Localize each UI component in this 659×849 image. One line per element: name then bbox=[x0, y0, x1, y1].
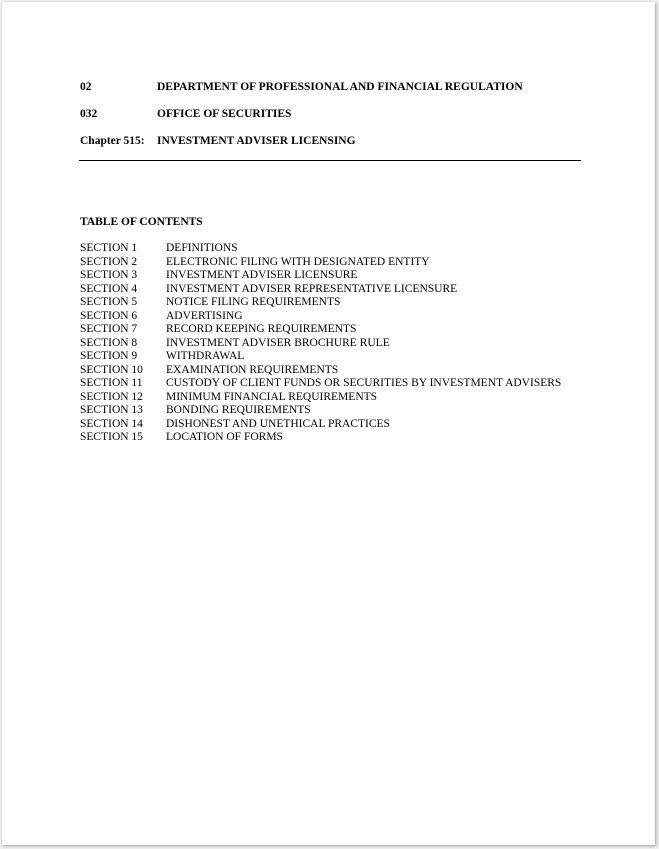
toc-item bbox=[80, 364, 561, 378]
toc-item bbox=[80, 350, 561, 364]
toc-section-number: SECTION 11 bbox=[80, 377, 143, 389]
toc-section-number: SECTION 15 bbox=[80, 431, 143, 443]
toc-item bbox=[80, 269, 561, 283]
toc-section-number: SECTION 1 bbox=[80, 242, 138, 254]
toc-section-title: NOTICE FILING REQUIREMENTS bbox=[166, 296, 341, 308]
toc-item bbox=[80, 391, 561, 405]
chapter-title: INVESTMENT ADVISER LICENSING bbox=[157, 135, 356, 147]
toc-section-number: SECTION 5 bbox=[80, 296, 138, 308]
header-row-chapter bbox=[80, 134, 356, 148]
toc-section-title: RECORD KEEPING REQUIREMENTS bbox=[166, 323, 357, 335]
toc-section-title: LOCATION OF FORMS bbox=[166, 431, 283, 443]
header-row-office bbox=[80, 107, 291, 121]
toc-section-number: SECTION 10 bbox=[80, 363, 143, 376]
header-divider bbox=[79, 160, 581, 161]
toc-section-title: WITHDRAWAL bbox=[166, 350, 245, 362]
toc-item bbox=[80, 404, 561, 418]
toc-section-title: BONDING REQUIREMENTS bbox=[166, 404, 311, 416]
toc-section-title: MINIMUM FINANCIAL REQUIREMENTS bbox=[166, 390, 378, 403]
toc-section-title: ELECTRONIC FILING WITH DESIGNATED ENTITY bbox=[166, 255, 430, 268]
toc-heading: TABLE OF CONTENTS bbox=[80, 216, 203, 228]
chapter-code: Chapter 515: bbox=[80, 135, 145, 147]
toc-item bbox=[80, 323, 561, 337]
document-page bbox=[2, 2, 655, 845]
toc-item bbox=[80, 242, 561, 256]
office-title: OFFICE OF SECURITIES bbox=[157, 108, 292, 120]
toc-section-title: INVESTMENT ADVISER LICENSURE bbox=[166, 269, 358, 281]
toc-section-title: INVESTMENT ADVISER BROCHURE RULE bbox=[166, 336, 390, 349]
toc-section-number: SECTION 3 bbox=[80, 269, 138, 281]
toc-section-title: DISHONEST AND UNETHICAL PRACTICES bbox=[166, 417, 390, 430]
toc-item bbox=[80, 418, 561, 432]
toc-section-title: INVESTMENT ADVISER REPRESENTATIVE LICENSURE bbox=[166, 282, 458, 295]
department-title: DEPARTMENT OF PROFESSIONAL AND FINANCIAL REGULATION bbox=[157, 81, 523, 93]
toc-section-number: SECTION 4 bbox=[80, 282, 138, 295]
toc-item bbox=[80, 310, 561, 324]
toc-item bbox=[80, 377, 561, 391]
toc-section-title: CUSTODY OF CLIENT FUNDS OR SECURITIES BY INVESTMENT ADVISERS bbox=[166, 377, 562, 389]
toc-section-number: SECTION 7 bbox=[80, 323, 138, 335]
toc-section-title: EXAMINATION REQUIREMENTS bbox=[166, 363, 339, 376]
header-row-department bbox=[80, 80, 523, 94]
department-code: 02 bbox=[80, 81, 92, 93]
toc-item bbox=[80, 431, 561, 445]
toc-section-title: ADVERTISING bbox=[166, 309, 243, 322]
toc-item bbox=[80, 337, 561, 351]
toc-section-number: SECTION 13 bbox=[80, 404, 143, 416]
toc-section-number: SECTION 12 bbox=[80, 390, 143, 403]
toc-section-number: SECTION 2 bbox=[80, 255, 138, 268]
toc-section-title: DEFINITIONS bbox=[166, 242, 238, 254]
office-code: 032 bbox=[80, 108, 98, 120]
toc-item bbox=[80, 283, 561, 297]
toc-section-number: SECTION 9 bbox=[80, 350, 138, 362]
toc-list bbox=[80, 242, 561, 445]
toc-section-number: SECTION 14 bbox=[80, 417, 143, 430]
toc-item bbox=[80, 296, 561, 310]
toc-item bbox=[80, 256, 561, 270]
toc-section-number: SECTION 8 bbox=[80, 336, 138, 349]
toc-section-number: SECTION 6 bbox=[80, 309, 138, 322]
